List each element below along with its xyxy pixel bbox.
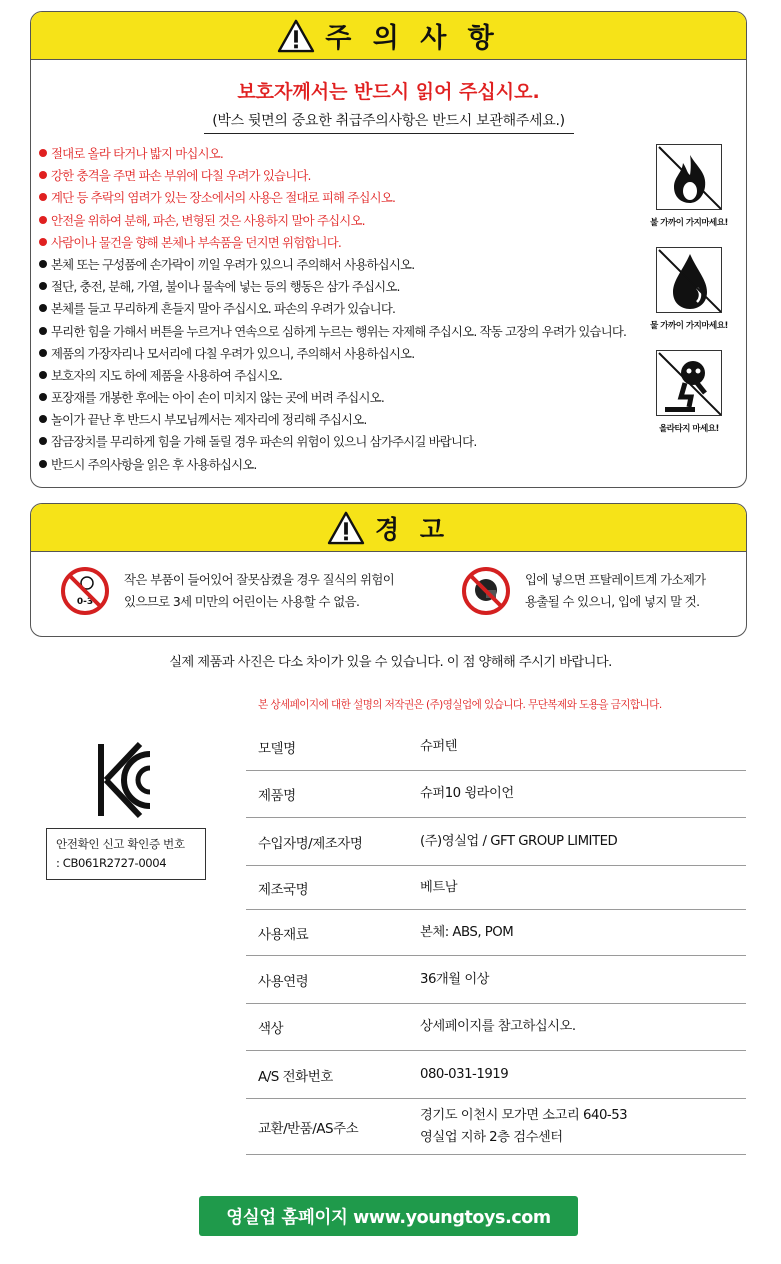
copyright-notice: 본 상세페이지에 대한 설명의 저작권은 (주)영실업에 있습니다. 무단복제와 도용을 금지합니다. bbox=[258, 699, 662, 711]
no-fire-icon bbox=[656, 144, 722, 210]
spec-value bbox=[420, 831, 617, 853]
spec-key: 제조국명 bbox=[258, 881, 309, 898]
spec-key: 제품명 bbox=[258, 788, 296, 804]
spec-value-line: 슈퍼텐 bbox=[420, 738, 458, 754]
caution-rule-item bbox=[39, 254, 639, 276]
no-climbing-sign bbox=[639, 350, 739, 434]
spec-key: A/S 전화번호 bbox=[258, 1068, 333, 1085]
safety-cert-box bbox=[46, 828, 206, 880]
spec-value-line: 36개월 이상 bbox=[420, 971, 490, 987]
spec-row bbox=[246, 771, 746, 818]
warning-triangle-icon bbox=[277, 19, 315, 53]
spec-row bbox=[246, 1099, 746, 1155]
spec-key: 모델명 bbox=[258, 740, 296, 757]
bullet-dot-icon bbox=[39, 193, 47, 201]
caution-rule-item bbox=[39, 387, 639, 409]
caution-panel bbox=[30, 11, 747, 488]
warning-choking-text: 작은 부품이 들어있어 잘못삼켰을 경우 질식의 위험이 있으므로 3세 미만의 어린이는 사용할 수 없음. bbox=[124, 572, 395, 609]
caution-rules-list bbox=[39, 143, 639, 476]
spec-value bbox=[420, 1064, 508, 1086]
bullet-dot-icon bbox=[39, 171, 47, 179]
caution-rule-item bbox=[39, 321, 639, 343]
caution-rule-text: 제품의 가장자리나 모서리에 다칠 우려가 있으니, 주의해서 사용하십시오. bbox=[51, 345, 415, 361]
spec-value bbox=[420, 969, 489, 991]
caution-rule-text: 반드시 주의사항을 읽은 후 사용하십시오. bbox=[51, 456, 257, 472]
bullet-dot-icon bbox=[39, 437, 47, 445]
no-mouth-icon bbox=[461, 566, 511, 616]
warning-header bbox=[31, 504, 746, 552]
caution-rule-item bbox=[39, 232, 639, 254]
spec-value-line: 상세페이지를 참고하십시오. bbox=[420, 1019, 576, 1034]
spec-key: 수입자명/제조자명 bbox=[258, 835, 363, 852]
caution-rule-text: 무리한 힘을 가해서 버튼을 누르거나 연속으로 심하게 누르는 행위는 자제해 주십시오. 작동 고장의 우려가 있습니다. bbox=[51, 323, 627, 339]
warning-title: 경 고 bbox=[374, 514, 450, 544]
spec-row bbox=[246, 956, 746, 1004]
spec-row bbox=[246, 1051, 746, 1099]
caution-rule-item bbox=[39, 165, 639, 187]
spec-value-line: (주)영실업 / GFT GROUP LIMITED bbox=[420, 833, 618, 849]
bullet-dot-icon bbox=[39, 393, 47, 401]
spec-row bbox=[246, 818, 746, 866]
no-water-label: 물 가까이 가지마세요! bbox=[650, 321, 728, 331]
caution-subnote: (박스 뒷면의 중요한 취급주의사항은 반드시 보관해주세요.) bbox=[204, 110, 574, 134]
caution-rule-text: 절단, 충전, 분해, 가열, 불이나 물속에 넣는 등의 행동은 삼가 주십시오. bbox=[51, 279, 400, 295]
bullet-dot-icon bbox=[39, 304, 47, 312]
cert-number: : CB061R2727-0004 bbox=[56, 856, 167, 870]
caution-rule-text: 포장재를 개봉한 후에는 아이 손이 미치지 않는 곳에 버려 주십시오. bbox=[51, 390, 384, 406]
spec-key: 색상 bbox=[258, 1021, 284, 1037]
caution-rule-item bbox=[39, 187, 639, 209]
caution-rule-text: 잠금장치를 무리하게 힘을 가해 돌릴 경우 파손의 위험이 있으니 삼가주시길 바랍니다. bbox=[51, 434, 477, 450]
caution-rule-text: 강한 충격을 주면 파손 부위에 다칠 우려가 있습니다. bbox=[51, 168, 311, 184]
warning-item-choking bbox=[60, 566, 394, 616]
spec-row bbox=[246, 1004, 746, 1051]
caution-rule-text: 본체 또는 구성품에 손가락이 끼일 우려가 있으니 주의해서 사용하십시오. bbox=[51, 256, 415, 272]
caution-rule-item bbox=[39, 298, 639, 320]
no-climbing-label: 올라타지 마세요! bbox=[659, 424, 719, 434]
spec-key: 교환/반품/AS주소 bbox=[258, 1120, 359, 1137]
caution-rule-item bbox=[39, 454, 639, 476]
caution-rule-item bbox=[39, 143, 639, 165]
no-fire-sign bbox=[639, 144, 739, 228]
spec-value-line: 베트남 bbox=[420, 879, 458, 895]
no-climbing-icon bbox=[656, 350, 722, 416]
caution-rule-text: 보호자의 지도 하에 제품을 사용하여 주십시오. bbox=[51, 367, 283, 383]
bullet-dot-icon bbox=[39, 371, 47, 379]
no-fire-label: 불 가까이 가지마세요! bbox=[650, 218, 728, 228]
caution-rule-item bbox=[39, 276, 639, 298]
spec-key: 사용재료 bbox=[258, 926, 309, 943]
spec-value bbox=[420, 736, 457, 758]
bullet-dot-icon bbox=[39, 460, 47, 468]
spec-value bbox=[420, 783, 514, 805]
bullet-dot-icon bbox=[39, 415, 47, 423]
homepage-link-button[interactable]: 영실업 홈페이지 www.youngtoys.com bbox=[199, 1196, 578, 1236]
spec-value-line: 슈퍼10 윙라이언 bbox=[420, 786, 514, 801]
warning-triangle-icon bbox=[327, 511, 365, 545]
product-disclaimer: 실제 제품과 사진은 다소 차이가 있을 수 있습니다. 이 점 양해해 주시기 바랍니다. bbox=[169, 655, 612, 670]
bullet-dot-icon bbox=[39, 216, 47, 224]
product-spec-table bbox=[246, 723, 746, 1155]
no-water-sign bbox=[639, 247, 739, 331]
spec-value-line: 본체: ABS, POM bbox=[420, 924, 514, 940]
spec-row bbox=[246, 723, 746, 771]
spec-value bbox=[420, 1105, 627, 1149]
caution-rule-item bbox=[39, 409, 639, 431]
caution-rule-item bbox=[39, 365, 639, 387]
bullet-dot-icon bbox=[39, 282, 47, 290]
bullet-dot-icon bbox=[39, 238, 47, 246]
caution-rule-item bbox=[39, 210, 639, 232]
spec-value-line: 경기도 이천시 모가면 소고리 640-53 bbox=[420, 1107, 628, 1123]
caution-rule-text: 사람이나 물건을 향해 본체나 부속품을 던지면 위험합니다. bbox=[51, 234, 342, 250]
caution-rule-text: 절대로 올라 타거나 밟지 마십시오. bbox=[51, 146, 224, 161]
caution-rule-text: 계단 등 추락의 염려가 있는 장소에서의 사용은 절대로 피해 주십시오. bbox=[51, 190, 396, 206]
kc-mark-icon bbox=[96, 740, 154, 822]
caution-rule-text: 안전을 위하여 분해, 파손, 변형된 것은 사용하지 말아 주십시오. bbox=[51, 212, 365, 228]
spec-value bbox=[420, 922, 513, 944]
spec-key: 사용연령 bbox=[258, 973, 309, 990]
spec-value-line: 080-031-1919 bbox=[420, 1066, 509, 1082]
caution-rule-item bbox=[39, 431, 639, 453]
caution-header bbox=[31, 12, 746, 60]
no-water-icon bbox=[656, 247, 722, 313]
bullet-dot-icon bbox=[39, 149, 47, 157]
caution-rule-text: 본체를 들고 무리하게 흔들지 말아 주십시오. 파손의 우려가 있습니다. bbox=[51, 301, 396, 317]
spec-value bbox=[420, 877, 457, 899]
spec-value-line: 영실업 지하 2층 검수센터 bbox=[420, 1129, 563, 1145]
no-under-3-icon bbox=[60, 566, 110, 616]
bullet-dot-icon bbox=[39, 260, 47, 268]
caution-rule-item bbox=[39, 343, 639, 365]
warning-item-mouth bbox=[461, 566, 706, 616]
spec-row bbox=[246, 910, 746, 956]
spec-row bbox=[246, 866, 746, 910]
warning-panel bbox=[30, 503, 747, 637]
caution-subtitle: 보호자께서는 반드시 읽어 주십시오. bbox=[237, 81, 540, 103]
caution-title: 주 의 사 항 bbox=[325, 23, 500, 54]
svg-text:0-3: 0-3 bbox=[76, 597, 94, 607]
spec-value bbox=[420, 1016, 576, 1038]
warning-mouth-text: 입에 넣으면 프탈레이트계 가소제가 용출될 수 있으니, 입에 넣지 말 것. bbox=[525, 572, 706, 609]
cert-label: 안전확인 신고 확인증 번호 bbox=[56, 837, 185, 851]
bullet-dot-icon bbox=[39, 349, 47, 357]
bullet-dot-icon bbox=[39, 327, 47, 335]
caution-rule-text: 놀이가 끝난 후 반드시 부모님께서는 제자리에 정리해 주십시오. bbox=[51, 412, 367, 428]
